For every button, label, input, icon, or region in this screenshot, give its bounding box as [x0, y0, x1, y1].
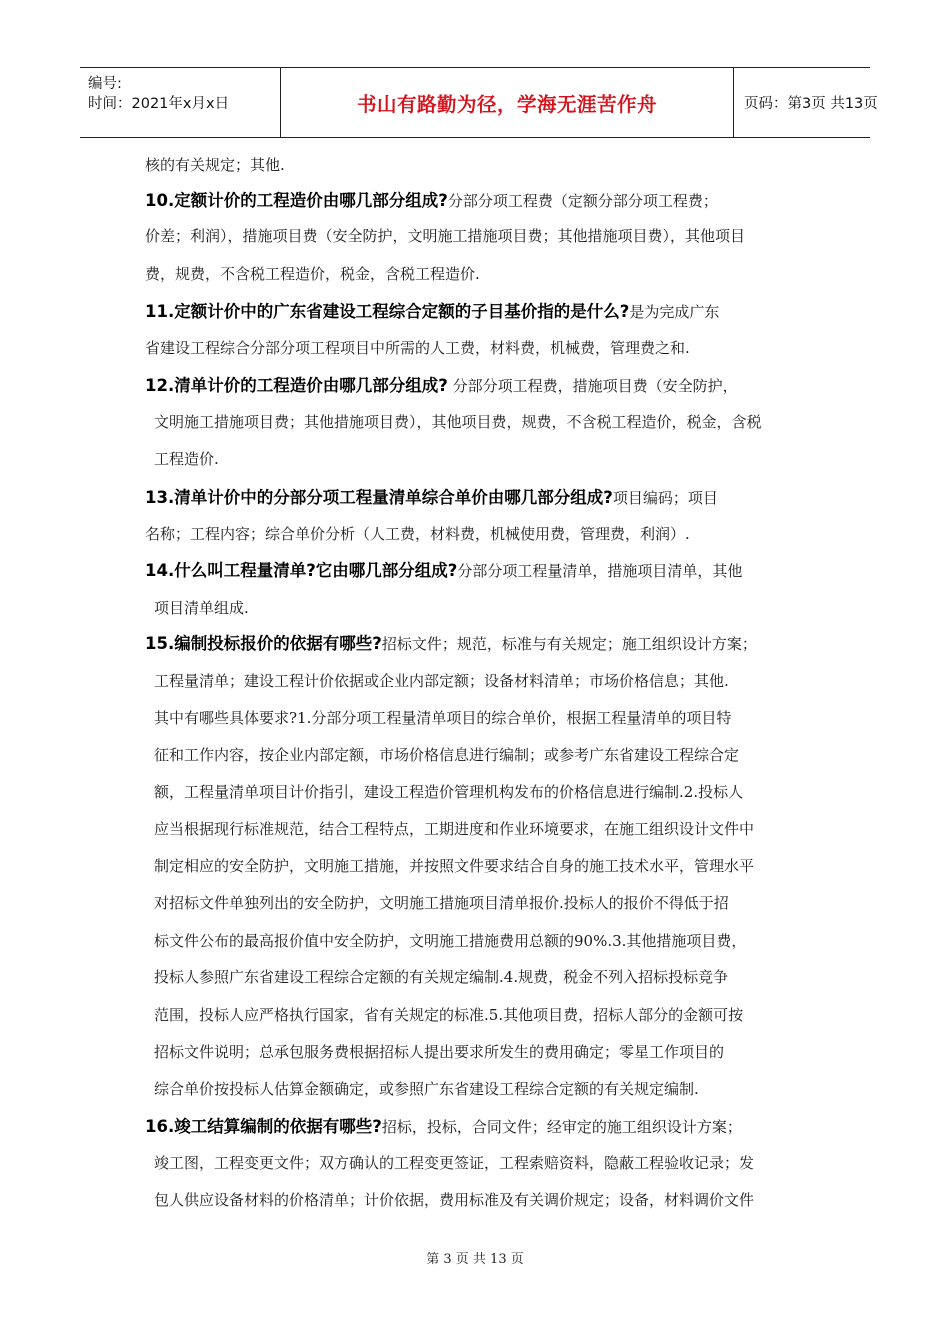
question-heading: 11.定额计价中的广东省建设工程综合定额的子目基价指的是什么? [145, 302, 630, 321]
body-text-line [145, 338, 690, 358]
answer-text: 核的有关规定；其他. [145, 156, 285, 174]
body-text-line [154, 412, 762, 432]
body-text-line [154, 1153, 754, 1173]
header-motto-cell [281, 68, 734, 137]
answer-text: 项目编码；项目 [612, 489, 718, 507]
answer-text: 分部分项工程费，措施项目费（安全防护， [447, 377, 738, 395]
body-text-line [145, 226, 745, 246]
body-text-line [154, 856, 754, 876]
page-header [80, 67, 878, 138]
answer-text: 额，工程量清单项目计价指引，建设工程造价管理机构发布的价格信息进行编制.2.投标人 [154, 783, 744, 801]
answer-text: 综合单价按投标人估算金额确定，或参照广东省建设工程综合定额的有关规定编制. [154, 1080, 699, 1098]
page-footer: 第 3 页 共 13 页 [426, 1252, 524, 1267]
body-text-line [154, 745, 739, 765]
answer-text: 工程造价. [154, 450, 219, 468]
answer-text: 其中有哪些具体要求?1.分部分项工程量清单项目的综合单价，根据工程量清单的项目特 [154, 709, 732, 727]
body-text-line [154, 931, 746, 951]
answer-text: 制定相应的安全防护，文明施工措施，并按照文件要求结合自身的施工技术水平，管理水平 [154, 857, 755, 875]
question-line [145, 1117, 742, 1137]
header-left-cell [80, 68, 281, 137]
answer-text: 分部分项工程费（定额分部分项工程费； [447, 192, 718, 210]
answer-text: 征和工作内容，按企业内部定额，市场价格信息进行编制；或参考广东省建设工程综合定 [154, 746, 740, 764]
body-text-line [154, 1005, 743, 1025]
answer-text: 招标文件说明；总承包服务费根据招标人提出要求所发生的费用确定；零星工作项目的 [154, 1043, 725, 1061]
body-text-line [154, 893, 729, 913]
motto-text: 书山有路勤为径，学海无涯苦作舟 [356, 92, 657, 116]
answer-text: 投标人参照广东省建设工程综合定额的有关规定编制.4.规费，税金不列入招标投标竞争 [154, 968, 729, 986]
body-text-line [154, 782, 743, 802]
question-heading: 12.清单计价的工程造价由哪几部分组成? [145, 376, 448, 395]
date-label: 时间：2021年x月x日 [88, 96, 230, 112]
answer-text: 对招标文件单独列出的安全防护，文明施工措施项目清单报价.投标人的报价不得低于招 [154, 894, 729, 912]
body-text-line [154, 1042, 724, 1062]
answer-text: 竣工图，工程变更文件；双方确认的工程变更签证，工程索赔资料，隐蔽工程验收记录；发 [154, 1154, 755, 1172]
question-heading: 10.定额计价的工程造价由哪几部分组成? [145, 191, 448, 210]
body-text-line [154, 1079, 699, 1099]
answer-text: 分部分项工程量清单，措施项目清单，其他 [457, 562, 743, 580]
question-heading: 15.编制投标报价的依据有哪些? [145, 634, 382, 653]
body-text-line [154, 449, 219, 469]
answer-text: 招标，投标，合同文件；经审定的施工组织设计方案； [381, 1118, 742, 1136]
answer-text: 名称；工程内容；综合单价分析（人工费，材料费，机械使用费，管理费，利润）. [145, 525, 690, 543]
body-text-line [154, 967, 728, 987]
answer-text: 范围，投标人应严格执行国家，省有关规定的标准.5.其他项目费，招标人部分的金额可按 [154, 1006, 744, 1024]
body-text-line [154, 598, 249, 618]
body-text-line [145, 524, 690, 544]
answer-text: 价差；利润），措施项目费（安全防护，文明施工措施项目费；其他措施项目费），其他项目 [145, 227, 746, 245]
answer-text: 是为完成广东 [629, 303, 720, 321]
question-heading: 16.竣工结算编制的依据有哪些? [145, 1117, 382, 1136]
question-line [145, 561, 742, 581]
body-text-line [154, 708, 731, 728]
body-text-line [154, 671, 729, 691]
question-line [145, 376, 738, 396]
question-line [145, 634, 757, 654]
page-code: 页码：第3页 共13页 [744, 96, 878, 112]
body-text-line [154, 1190, 754, 1210]
body-text-line [154, 819, 754, 839]
question-heading: 14.什么叫工程量清单?它由哪几部分组成? [145, 561, 458, 580]
question-heading: 13.清单计价中的分部分项工程量清单综合单价由哪几部分组成? [145, 488, 613, 507]
body-text-line [145, 155, 285, 175]
answer-text: 标文件公布的最高报价值中安全防护，文明施工措施费用总额的90%.3.其他措施项目费， [154, 932, 747, 950]
answer-text: 应当根据现行标准规范，结合工程特点，工期进度和作业环境要求，在施工组织设计文件中 [154, 820, 755, 838]
answer-text: 工程量清单；建设工程计价依据或企业内部定额；设备材料清单；市场价格信息；其他. [154, 672, 729, 690]
answer-text: 省建设工程综合分部分项工程项目中所需的人工费，材料费，机械费，管理费之和. [145, 339, 690, 357]
header-right-cell [734, 68, 878, 137]
body-text-line [145, 264, 480, 284]
serial-number-label: 编号: [88, 76, 122, 92]
answer-text: 项目清单组成. [154, 599, 249, 617]
answer-text: 包人供应设备材料的价格清单；计价依据，费用标准及有关调价规定；设备，材料调价文件 [154, 1191, 755, 1209]
answer-text: 文明施工措施项目费；其他措施项目费），其他项目费，规费，不含税工程造价，税金，含税 [154, 413, 762, 431]
question-line [145, 302, 719, 322]
question-line [145, 191, 718, 211]
answer-text: 招标文件；规范，标准与有关规定；施工组织设计方案； [381, 635, 757, 653]
answer-text: 费，规费，不含税工程造价，税金，含税工程造价. [145, 265, 480, 283]
question-line [145, 488, 718, 508]
